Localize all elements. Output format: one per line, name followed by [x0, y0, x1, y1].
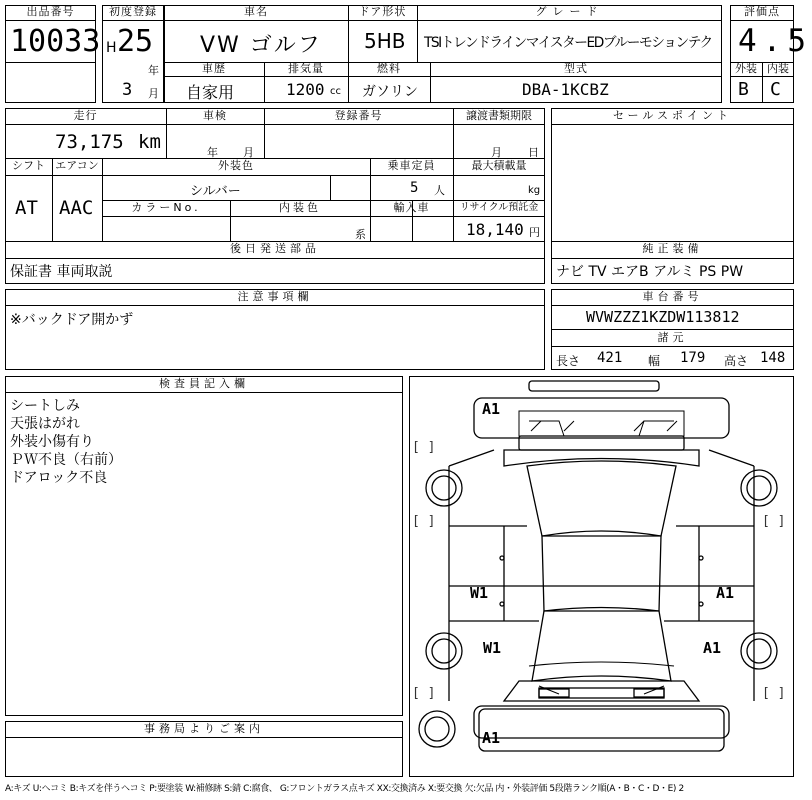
- car-name-label: 車名: [244, 5, 268, 18]
- bracket-right-rear: [ ]: [762, 686, 786, 701]
- inspector-label: 検査員記入欄: [159, 377, 249, 390]
- int-color-label: 内装色: [279, 201, 321, 214]
- era: H: [106, 40, 117, 56]
- import-label: 輸入車: [393, 201, 430, 214]
- exterior-grade: B: [738, 79, 749, 100]
- equipment-label: 純正装備: [642, 242, 703, 255]
- inspector-line: 外装小傷有り: [10, 434, 94, 450]
- shift: AT: [15, 197, 38, 219]
- notes: ※バックドア開かず: [10, 312, 134, 328]
- capacity-unit: 人: [434, 184, 445, 197]
- notes-label: 注意事項欄: [237, 290, 313, 303]
- exterior-grade-label: 外装: [735, 62, 757, 75]
- inspector-line: ドアロック不良: [10, 470, 108, 486]
- equipment: ナビ TV エアB アルミ PS PW: [556, 264, 744, 280]
- chassis-label: 車台番号: [642, 290, 703, 303]
- damage-mark-left-door: W1: [470, 584, 489, 602]
- displacement-label: 排気量: [288, 62, 324, 75]
- inspector-line: シートしみ: [10, 398, 80, 414]
- history: 自家用: [186, 83, 235, 102]
- sales-point-label: セールスポイント: [612, 109, 732, 122]
- damage-mark-right-rear: A1: [703, 639, 722, 657]
- first-reg-label: 初度登録: [109, 5, 157, 18]
- damage-mark-right-door: A1: [716, 584, 735, 602]
- inspector-line: 天張はがれ: [10, 416, 80, 432]
- mileage-label: 走行: [73, 109, 98, 122]
- damage-mark-front: A1: [482, 400, 501, 418]
- length-label: 長さ: [556, 354, 581, 368]
- inspection-year-unit: 年: [207, 146, 218, 159]
- legend: A:キズ U:ヘコミ B:キズを伴うヘコミ P:要塗装 W:補修跡 S:錆 C:腐食、 G:フロントガラス点キズ XX:交換済み X:要交換 欠:欠品 内・外装評価 5段階ランク順(A・B・C・D・E) 2: [5, 784, 684, 794]
- width: 179: [680, 350, 706, 366]
- bracket-left-mid: [ ]: [412, 514, 436, 529]
- recycle: 18,140: [466, 220, 524, 239]
- capacity-label: 乗車定員: [387, 159, 436, 172]
- door-type-label: ドア形状: [358, 5, 407, 18]
- lot-number-label: 出品番号: [26, 5, 75, 18]
- mileage-unit: km: [138, 131, 161, 153]
- max-load-unit: kg: [528, 185, 541, 196]
- later-parts: 保証書 車両取説: [10, 264, 113, 280]
- shift-label: シフト: [12, 159, 45, 172]
- model-code: DBA-1KCBZ: [522, 80, 609, 99]
- fuel: ガソリン: [362, 84, 418, 100]
- interior-grade: C: [770, 79, 781, 100]
- bracket-left-front: [ ]: [412, 440, 436, 455]
- transfer-day-unit: 日: [528, 146, 539, 159]
- inspection-label: 車検: [203, 109, 227, 122]
- score-label: 評価点: [744, 5, 780, 18]
- capacity: 5: [410, 180, 419, 196]
- year-unit: 年: [148, 64, 159, 77]
- dimensions-label: 諸元: [657, 331, 688, 344]
- bracket-left-rear: [ ]: [412, 686, 436, 701]
- later-parts-label: 後日発送部品: [230, 242, 320, 255]
- grade-label: グレード: [535, 5, 604, 18]
- ext-color: シルバー: [190, 184, 241, 199]
- int-color-unit: 系: [355, 228, 366, 241]
- length: 421: [597, 350, 623, 366]
- bracket-right-front: [ ]: [762, 514, 786, 529]
- damage-mark-rear: A1: [482, 729, 501, 747]
- mileage: 73,175: [55, 131, 124, 153]
- reg-number-label: 登録番号: [334, 109, 383, 122]
- width-label: 幅: [648, 354, 661, 368]
- office-label: 事務局よりご案内: [144, 722, 264, 735]
- aircon-label: エアコン: [55, 159, 99, 172]
- displacement: 1200: [286, 80, 325, 99]
- model-code-label: 型式: [564, 62, 588, 75]
- month-unit: 月: [148, 87, 159, 100]
- recycle-unit: 円: [529, 226, 540, 239]
- door-type: 5HB: [364, 29, 406, 53]
- color-no-label: カラーNo.: [131, 201, 201, 214]
- history-label: 車歴: [202, 62, 226, 75]
- reg-month: 3: [122, 80, 133, 100]
- interior-grade-label: 内装: [767, 62, 789, 75]
- inspector-line: ＰＷ不良（右前）: [10, 452, 122, 468]
- damage-mark-left-fender: W1: [483, 639, 502, 657]
- max-load-label: 最大積載量: [471, 159, 527, 172]
- score: 4.5: [738, 23, 812, 59]
- car-diagram: [409, 376, 794, 777]
- car-name: VW ゴルフ: [200, 33, 322, 58]
- reg-year: 25: [117, 24, 154, 59]
- transfer-month-unit: 月: [491, 146, 502, 159]
- chassis-number: WVWZZZ1KZDW113812: [586, 308, 740, 326]
- aircon: AAC: [59, 197, 94, 219]
- height: 148: [760, 350, 786, 366]
- fuel-label: 燃料: [377, 62, 401, 75]
- transfer-docs-label: 譲渡書類期限: [466, 109, 532, 122]
- recycle-label: リサイクル預託金: [459, 202, 539, 213]
- lot-number: 10033: [10, 24, 101, 59]
- height-label: 高さ: [724, 354, 749, 368]
- inspection-month-unit: 月: [243, 146, 254, 159]
- displacement-unit: cc: [330, 86, 341, 97]
- ext-color-label: 外装色: [218, 159, 254, 172]
- grade: TSIトレンドラインマイスターEDブルーモションテク: [424, 35, 712, 51]
